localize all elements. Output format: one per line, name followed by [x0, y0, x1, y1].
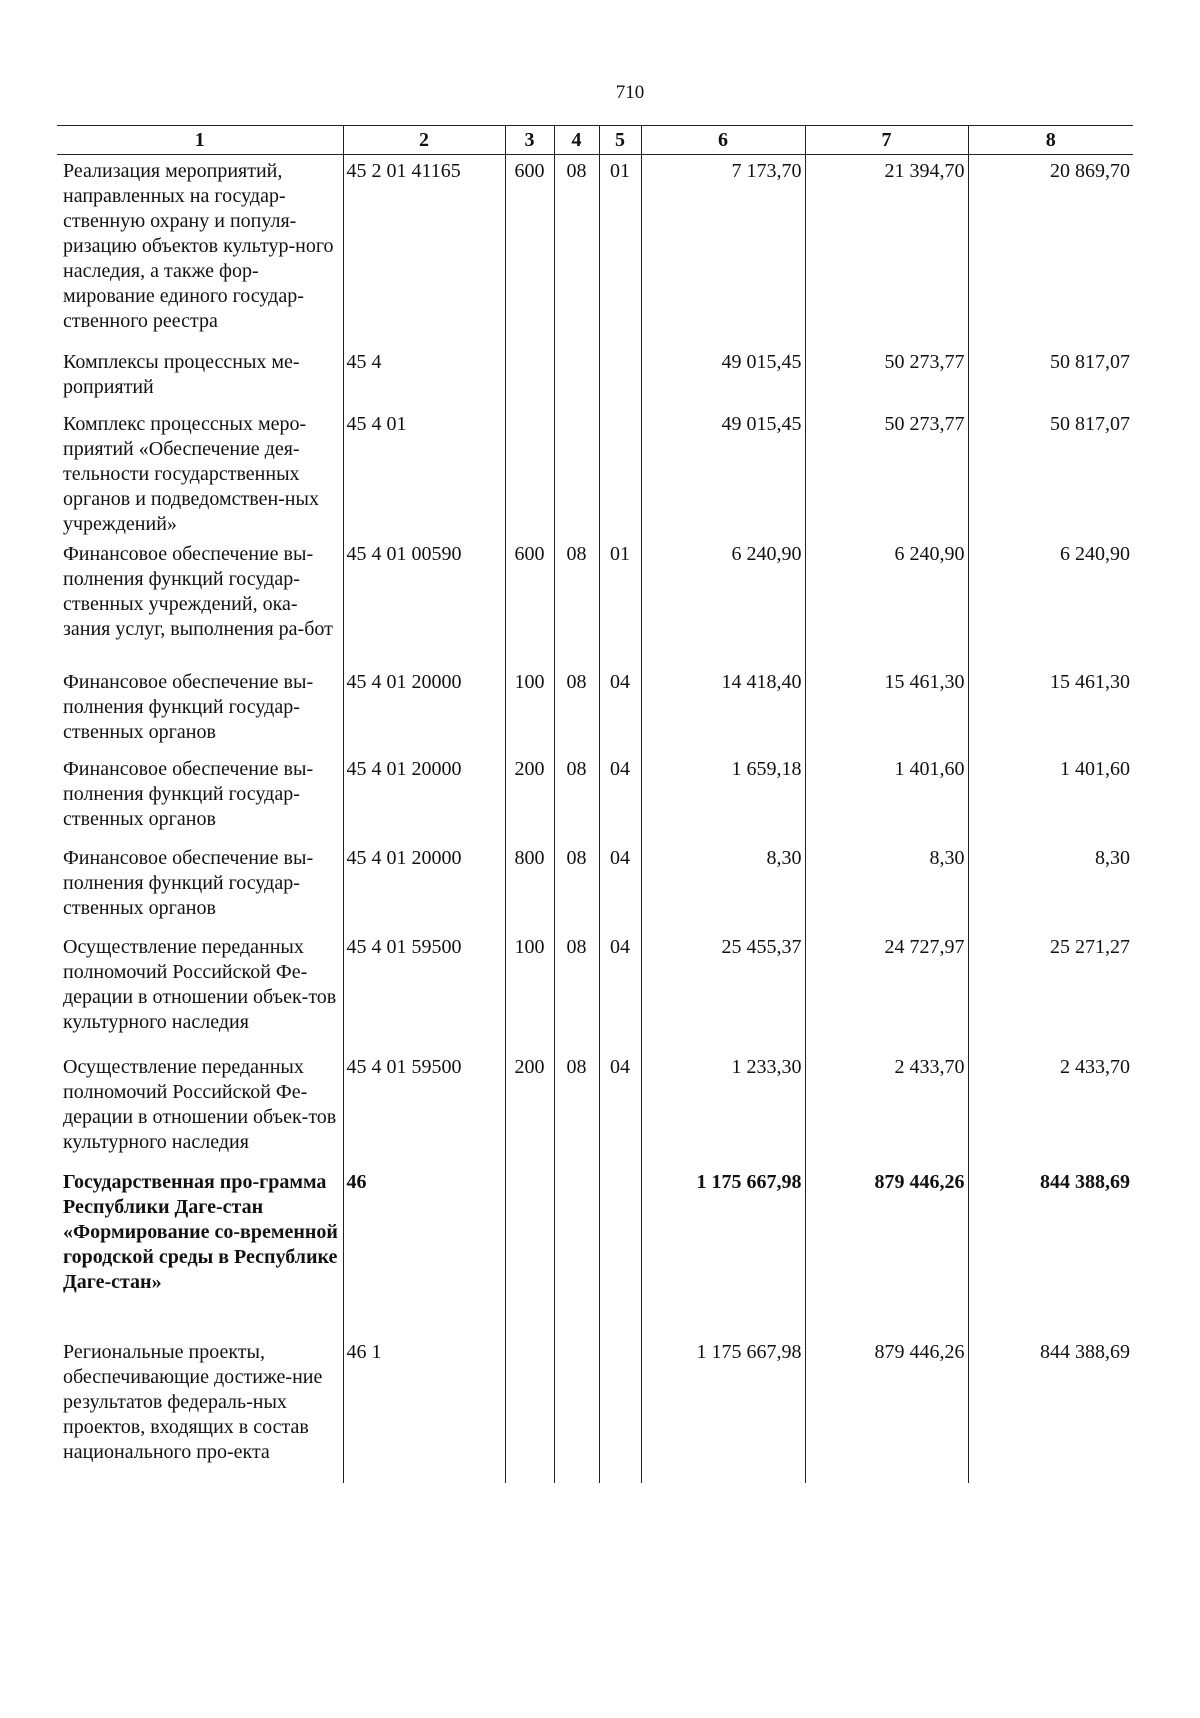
row-code-cell: 45 4 01 20000	[343, 753, 505, 842]
row-col5-cell	[599, 1336, 641, 1483]
row-col6-value: 1 175 667,98	[641, 1336, 805, 1483]
row-col8-value: 15 461,30	[968, 666, 1133, 753]
row-col7-value: 50 273,77	[805, 408, 968, 538]
row-code-cell: 45 2 01 41165	[343, 155, 505, 346]
row-code-cell: 45 4 01 59500	[343, 1051, 505, 1166]
row-col8-value: 8,30	[968, 842, 1133, 931]
row-name-cell: Осуществление переданных полномочий Российской Фе-дерации в отношении объек-тов культурного наследия	[63, 1055, 337, 1153]
table-row	[57, 666, 1133, 753]
row-col4-cell: 08	[554, 753, 599, 842]
row-name-cell: Региональные проекты, обеспечивающие достиже-ние результатов федераль-ных проектов, входящих в состав национального про-екта	[63, 1340, 323, 1463]
row-col3-cell: 200	[505, 753, 554, 842]
row-col6-value: 1 659,18	[641, 753, 805, 842]
row-col4-cell: 08	[554, 666, 599, 753]
row-col5-cell	[599, 1166, 641, 1336]
budget-table	[57, 125, 1133, 1483]
row-col3-cell	[505, 346, 554, 408]
row-col7-value: 24 727,97	[805, 931, 968, 1051]
table-body	[57, 155, 1133, 1483]
row-col7-value: 6 240,90	[805, 538, 968, 666]
row-col8-value: 6 240,90	[968, 538, 1133, 666]
row-col6-value: 14 418,40	[641, 666, 805, 753]
row-col5-cell	[599, 346, 641, 408]
row-col8-value: 844 388,69	[968, 1166, 1133, 1336]
row-col8-value: 25 271,27	[968, 931, 1133, 1051]
row-name-cell: Финансовое обеспечение вы-полнения функций государ-ственных органов	[63, 846, 314, 919]
row-col3-cell	[505, 1166, 554, 1336]
row-name-cell: Финансовое обеспечение вы-полнения функций государ-ственных органов	[63, 757, 314, 830]
table-row	[57, 346, 1133, 408]
row-name-cell: Комплекс процессных меро-приятий «Обеспечение дея-тельности государственных органов и подведомствен-ных учреждений»	[63, 412, 319, 535]
row-col4-cell: 08	[554, 842, 599, 931]
table-row	[57, 842, 1133, 931]
column-header-3: 3	[505, 126, 554, 155]
row-col5-cell: 04	[599, 1051, 641, 1166]
row-code-cell: 45 4 01 20000	[343, 842, 505, 931]
row-code-cell: 45 4 01 59500	[343, 931, 505, 1051]
row-col6-value: 1 233,30	[641, 1051, 805, 1166]
row-col5-cell: 01	[599, 538, 641, 666]
row-col5-cell: 01	[599, 155, 641, 346]
row-col4-cell: 08	[554, 931, 599, 1051]
row-name-cell: Реализация мероприятий, направленных на государ-ственную охрану и популя-ризацию объектов культур-ного наследия, а также фор-мирование единого государ-ственного реестра	[63, 160, 334, 332]
column-header-4: 4	[554, 126, 599, 155]
row-name-cell: Финансовое обеспечение вы-полнения функций государ-ственных учреждений, ока-зания услуг, выполнения ра-бот	[63, 542, 333, 640]
row-col5-cell	[599, 408, 641, 538]
row-name-cell: Осуществление переданных полномочий Российской Фе-дерации в отношении объек-тов культурного наследия	[63, 935, 337, 1033]
page-number: 710	[615, 82, 645, 103]
row-col7-value: 8,30	[805, 842, 968, 931]
row-col6-value: 1 175 667,98	[641, 1166, 805, 1336]
row-col6-value: 49 015,45	[641, 408, 805, 538]
column-header-7: 7	[805, 126, 968, 155]
row-col3-cell	[505, 408, 554, 538]
row-name-cell: Государственная про-грамма Республики Даге-стан «Формирование со-временной городской среды в Республике Даге-стан»	[63, 1170, 338, 1293]
table-row	[57, 408, 1133, 538]
row-col4-cell	[554, 1166, 599, 1336]
row-col6-value: 25 455,37	[641, 931, 805, 1051]
row-col7-value: 2 433,70	[805, 1051, 968, 1166]
column-header-5: 5	[599, 126, 641, 155]
row-col4-cell	[554, 1336, 599, 1483]
row-col4-cell: 08	[554, 538, 599, 666]
table-row	[57, 1051, 1133, 1166]
row-col3-cell: 800	[505, 842, 554, 931]
row-col5-cell: 04	[599, 842, 641, 931]
row-col8-value: 50 817,07	[968, 408, 1133, 538]
row-col5-cell: 04	[599, 931, 641, 1051]
row-col7-value: 879 446,26	[805, 1166, 968, 1336]
row-col3-cell: 600	[505, 155, 554, 346]
row-code-cell: 45 4 01 20000	[343, 666, 505, 753]
row-col8-value: 20 869,70	[968, 155, 1133, 346]
row-col4-cell	[554, 408, 599, 538]
row-code-cell: 46	[343, 1166, 505, 1336]
row-code-cell: 45 4 01	[343, 408, 505, 538]
row-col3-cell: 100	[505, 666, 554, 753]
column-header-1: 1	[57, 126, 343, 155]
table-row	[57, 931, 1133, 1051]
row-col6-value: 6 240,90	[641, 538, 805, 666]
row-col6-value: 7 173,70	[641, 155, 805, 346]
row-col3-cell: 100	[505, 931, 554, 1051]
row-col3-cell: 600	[505, 538, 554, 666]
row-code-cell: 45 4	[343, 346, 505, 408]
row-col8-value: 844 388,69	[968, 1336, 1133, 1483]
row-col7-value: 15 461,30	[805, 666, 968, 753]
row-col5-cell: 04	[599, 753, 641, 842]
table-row	[57, 538, 1133, 666]
row-col5-cell: 04	[599, 666, 641, 753]
table-row	[57, 1166, 1133, 1336]
row-col8-value: 2 433,70	[968, 1051, 1133, 1166]
row-col7-value: 21 394,70	[805, 155, 968, 346]
row-col3-cell	[505, 1336, 554, 1483]
row-code-cell: 46 1	[343, 1336, 505, 1483]
row-name-cell: Комплексы процессных ме-роприятий	[63, 350, 300, 398]
row-col8-value: 50 817,07	[968, 346, 1133, 408]
row-col4-cell	[554, 346, 599, 408]
column-header-8: 8	[968, 126, 1133, 155]
table-row	[57, 155, 1133, 346]
column-header-2: 2	[343, 126, 505, 155]
row-col7-value: 50 273,77	[805, 346, 968, 408]
table-row	[57, 1336, 1133, 1483]
header-row	[57, 126, 1133, 155]
row-name-cell: Финансовое обеспечение вы-полнения функций государ-ственных органов	[63, 670, 314, 743]
row-col7-value: 879 446,26	[805, 1336, 968, 1483]
row-col6-value: 8,30	[641, 842, 805, 931]
row-col6-value: 49 015,45	[641, 346, 805, 408]
row-col4-cell: 08	[554, 1051, 599, 1166]
column-header-6: 6	[641, 126, 805, 155]
row-col4-cell: 08	[554, 155, 599, 346]
row-code-cell: 45 4 01 00590	[343, 538, 505, 666]
row-col8-value: 1 401,60	[968, 753, 1133, 842]
row-col3-cell: 200	[505, 1051, 554, 1166]
row-col7-value: 1 401,60	[805, 753, 968, 842]
table-row	[57, 753, 1133, 842]
